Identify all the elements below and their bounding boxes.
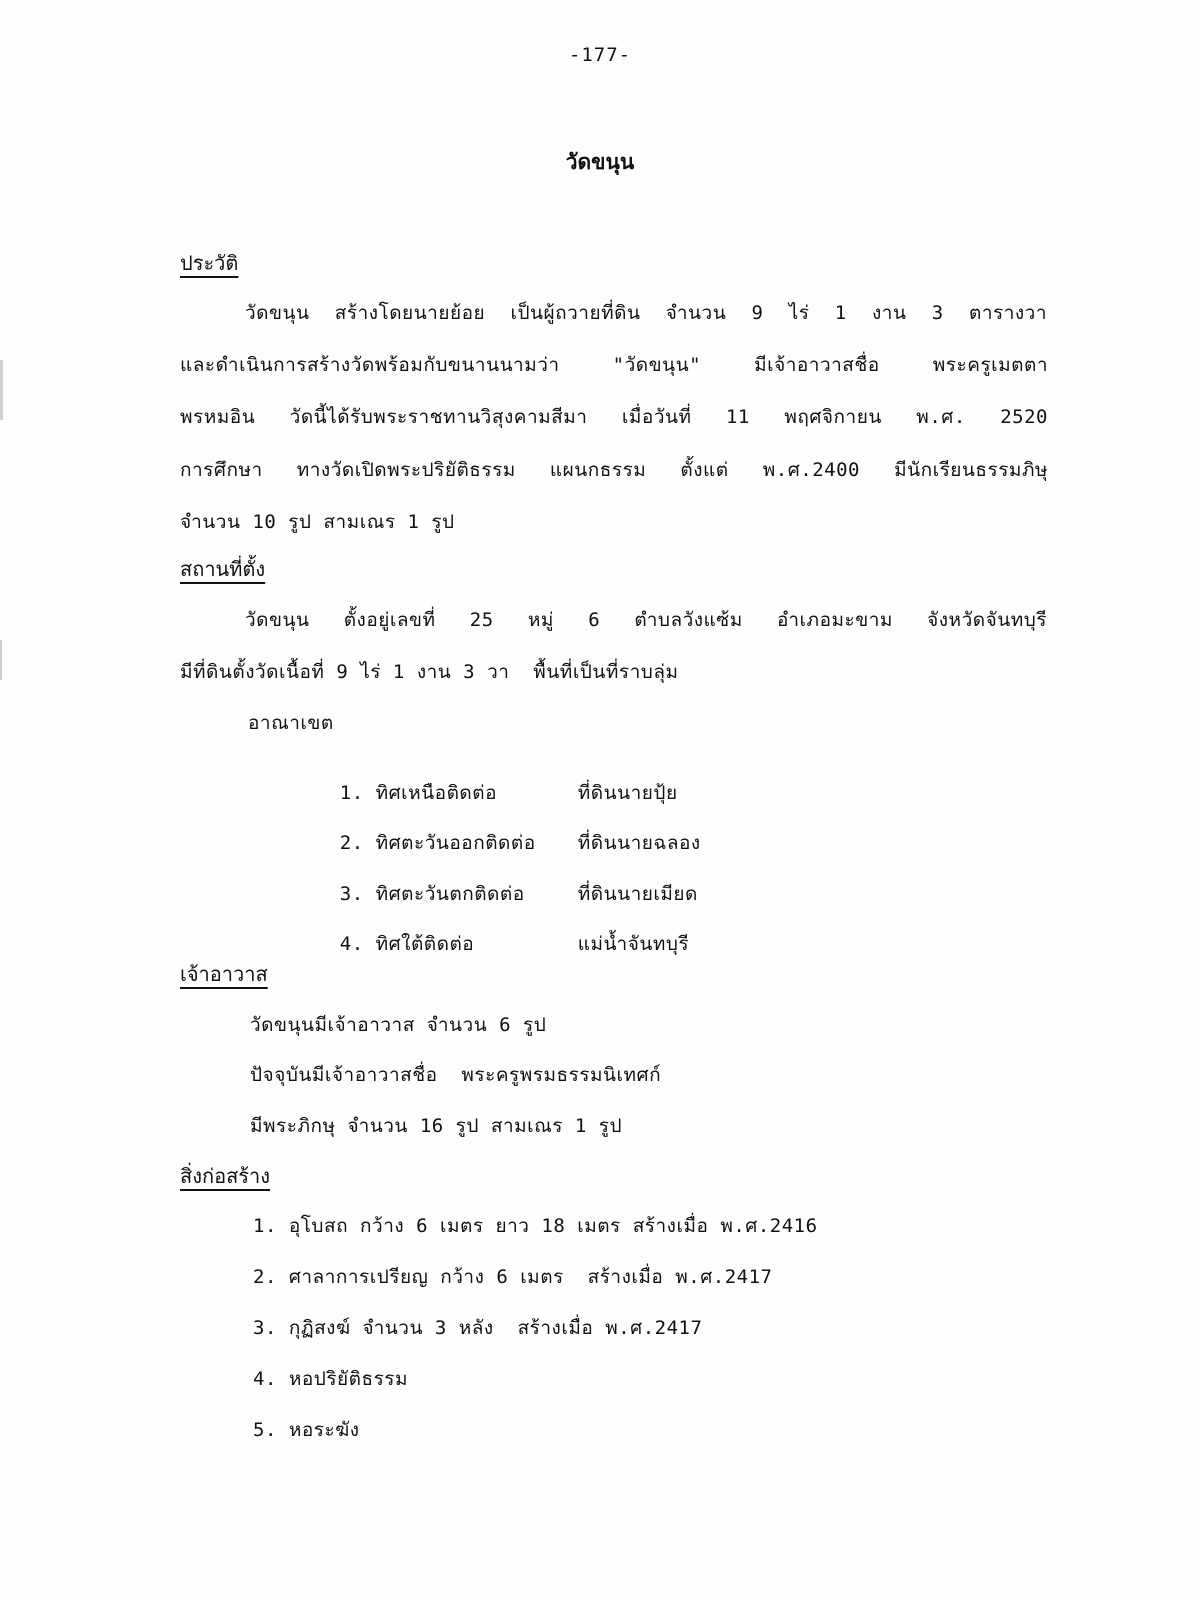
- history-line-1: วัดขนุน สร้างโดยนายย้อย เป็นผู้ถวายที่ดิน จำนวน 9 ไร่ 1 งาน 3 ตารางวา: [245, 302, 1047, 324]
- abbot-line-3: มีพระภิกษุ จำนวน 16 รูป สามเณร 1 รูป: [250, 1115, 623, 1137]
- location-line-1: วัดขนุน ตั้งอยู่เลขที่ 25 หมู่ 6 ตำบลวังแซ้ม อำเภอมะขาม จังหวัดจันทบุรี: [245, 609, 1047, 631]
- boundary-neighbor: ที่ดินนายเมียด: [577, 883, 698, 905]
- boundary-neighbor: แม่น้ำจันทบุรี: [577, 933, 690, 955]
- history-line-4: การศึกษา ทางวัดเปิดพระปริยัติธรรม แผนกธรรม ตั้งแต่ พ.ศ.2400 มีนักเรียนธรรมภิษุ: [180, 459, 1048, 481]
- scan-edge-mark: [0, 640, 2, 680]
- history-line-2: และดำเนินการสร้างวัดพร้อมกับขนานนามว่า "วัดขนุน" มีเจ้าอาวาสชื่อ พระครูเมตตา: [180, 354, 1048, 376]
- page-number: -177-: [568, 44, 632, 66]
- boundary-label: อาณาเขต: [248, 712, 334, 734]
- boundary-row: [292, 907, 689, 981]
- abbot-line-1: วัดขนุนมีเจ้าอาวาส จำนวน 6 รูป: [250, 1014, 547, 1036]
- history-line-3: พรหมอิน วัดนี้ได้รับพระราชทานวิสุงคามสีมา เมื่อวันที่ 11 พฤศจิกายน พ.ศ. 2520: [180, 406, 1048, 428]
- abbot-line-2: ปัจจุบันมีเจ้าอาวาสชื่อ พระครูพรมธรรมนิเทศก์: [250, 1064, 662, 1086]
- boundary-direction: 3. ทิศตะวันตกติดต่อ: [339, 883, 525, 905]
- boundary-direction: 2. ทิศตะวันออกติดต่อ: [339, 832, 536, 854]
- document-title: วัดขนุน: [565, 150, 635, 174]
- buildings-heading: สิ่งก่อสร้าง: [180, 1164, 271, 1188]
- building-item: 2. ศาลาการเปรียญ กว้าง 6 เมตร สร้างเมื่อ พ.ศ.2417: [253, 1266, 773, 1288]
- boundary-direction: 4. ทิศใต้ติดต่อ: [339, 933, 475, 955]
- history-heading: ประวัติ: [180, 251, 239, 275]
- boundary-direction: 1. ทิศเหนือติดต่อ: [339, 782, 498, 804]
- building-item: 1. อุโบสถ กว้าง 6 เมตร ยาว 18 เมตร สร้างเมื่อ พ.ศ.2416: [253, 1215, 818, 1237]
- scan-edge-mark: [0, 360, 3, 420]
- location-line-2: มีที่ดินตั้งวัดเนื้อที่ 9 ไร่ 1 งาน 3 วา พื้นที่เป็นที่ราบลุ่ม: [180, 661, 679, 683]
- boundary-neighbor: ที่ดินนายปุ้ย: [577, 782, 678, 804]
- abbot-heading: เจ้าอาวาส: [180, 962, 268, 986]
- boundary-neighbor: ที่ดินนายฉลอง: [577, 832, 701, 854]
- building-item: 4. หอปริยัติธรรม: [253, 1368, 409, 1390]
- history-line-5: จำนวน 10 รูป สามเณร 1 รูป: [180, 511, 455, 533]
- location-heading: สถานที่ตั้ง: [180, 557, 266, 581]
- building-item: 5. หอระฆัง: [253, 1419, 360, 1441]
- building-item: 3. กุฏิสงฆ์ จำนวน 3 หลัง สร้างเมื่อ พ.ศ.2417: [253, 1317, 703, 1339]
